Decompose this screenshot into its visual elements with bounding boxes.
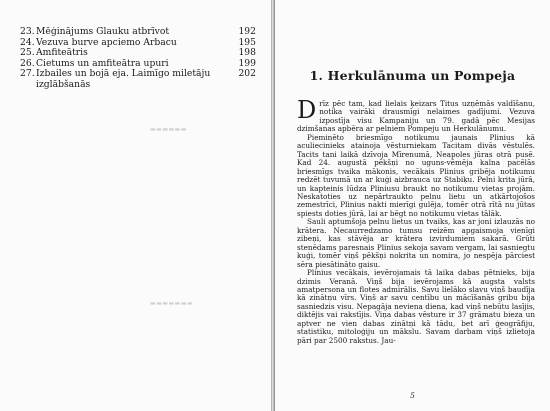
show-through-mark: ▬▬▬▬▬▬ [150,126,188,133]
toc-entry-number: 27. [20,68,35,80]
toc-entry-title: Vezuva burve apciemo Arbacu [36,36,177,48]
page-number: 5 [410,391,415,400]
toc-entry-page: 202 [238,68,256,80]
toc-entry-page: 192 [238,26,256,37]
toc-entry-number: 23. [20,26,35,37]
first-paragraph-text: rīz pēc tam, kad lielais ķeizars Titus uzņēmās valdīšanu, notika vairāki drausmīgi nelaimes gadījumi. Vezuva izpostīja visu Kampaniju un 79. gadā pēc Mesijas dzimšanas apbēra ar pelniem Pompeju un Herkulānumu. [297,99,535,134]
toc-entry-page: 198 [238,47,256,59]
toc-entry-number: 24. [20,36,35,48]
paragraph: Sauli aptumšoja pelnu lietus un tvaiks, kas ar joni izlauzās no krātera. Necaurredzamo tumsu reizēm apgaismoja vienīgi zibeņi, kas stāvēja ar krātera izvirdumiem sakarā. Grūti stenēdams paresnais Plinius sekoja savam vergam, lai sasniegtu kuģi, tomēr viņš pēkšņi nokrita un nomira, jo nespēja pārciest sēra piesātināto gaisu. [297,217,535,269]
chapter-title: 1. Herkulānuma un Pompeja [309,68,516,83]
paragraph: Plinius vecākais, ievērojamais tā laika dabas pētnieks, bija dzimis Veranā. Viņš bija ievērojams kā augsta valsts amatpersona un flotes admirālis. Savu lielāko slavu viņš baudīja kā zinātņu vīrs. Viņš ar savu centību un mācīšanās gribu bija sasniedzis visu. Nepagāja neviena diena, kad viņš nebūtu lasījis, diktējis vai rakstījis. Viņa dabas vēsture ir 37 grāmatu bieza un aptver ne vien dabas zinātņi kā tādu, bet arī ģeogrāfiju, statistiku, mitoloģiju un mākslu. Savam darbam viņš izlietoja pāri par 2500 rakstus. Jau- [297,268,535,345]
toc-entry-title: Amfiteātris [36,47,88,59]
toc-entry-title: Izbailes un bojā eja. Laimīgo miletāju izglābšanās [36,68,211,90]
toc-entry-title: Cietums un amfiteātra upuri [36,57,169,69]
left-page [0,0,271,411]
paragraph: Pieminēto briesmīgo notikumu jaunais Plinius kā aculiecinieks atainoja vēsturniekam Tacitam divās vēstulēs. Tacits tani laikā dzīvoja Mīrenumā, Neapoles jūras otrā pusē. Kad 24. augustā pēkšņi no uguns-vēmēja kalna pacēlās briesmīgs tvaika mākonis, vecākais Plinius gribēja notikumu redzēt tuvumā un ar kuģi aizbrauca uz Stabiķu. Pelni krita jūrā, un kapteinis lūdza Pliniusu braukt no notikumu vietas projām. Neskatoties uz nepārtraukto pelnu lietu un atkārtojošos zemestrīci, Plinius nakti mierīgi gulēja, tomēr otrā rītā nu jūtas spiests doties jūrā, lai ar bēgt no notikumu vietas tālāk. [297,132,535,218]
chapter-body [297,96,535,345]
table-of-contents [20,27,256,91]
toc-entry-page: 195 [238,36,256,48]
toc-entry-page: 199 [238,57,256,69]
paragraph [297,96,535,134]
toc-entry [20,69,256,90]
show-through-mark: ▬▬▬▬▬▬▬ [150,300,194,307]
drop-cap: D [297,96,317,124]
toc-entry-title: Mēģinājums Glauku atbrīvot [36,26,170,37]
toc-entry-number: 25. [20,47,35,59]
right-page [275,0,550,411]
toc-entry-number: 26. [20,57,35,69]
toc-entry [20,27,256,38]
